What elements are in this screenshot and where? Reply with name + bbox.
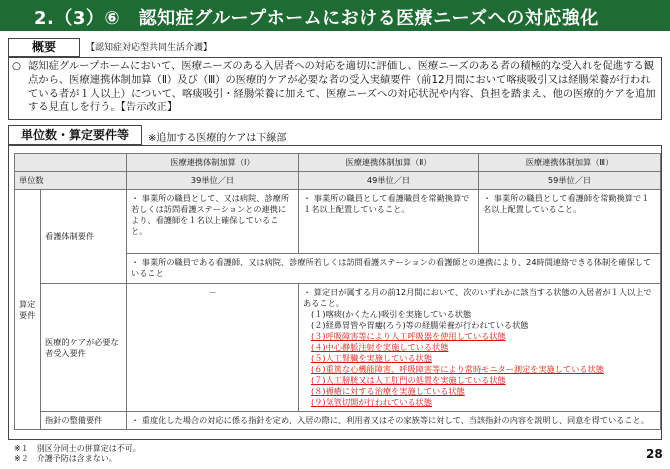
unit-label: 単位数 — [15, 172, 127, 190]
medical-item-added: (９)気管切開が行われている状態 — [311, 397, 433, 407]
medical-item-added: (６)重篤な心機能障害、呼吸障害等により常時モニター測定を実施している状態 — [311, 364, 604, 374]
footnote: ※１ 別区分同士の併算定は不可。 — [14, 444, 141, 453]
medical-list — [303, 309, 656, 408]
table-corner — [15, 154, 127, 172]
col-header-1: 医療連携体制加算（Ⅰ） — [127, 154, 299, 172]
guideline-row — [15, 412, 661, 430]
unit-value-3: 59単位／日 — [479, 172, 661, 190]
medical-item-added: (４)中心静脈注射を実施している状態 — [311, 342, 449, 352]
footnote: ※２ 介護予防は含まない。 — [14, 454, 117, 463]
guideline-label: 指針の整備要件 — [41, 412, 127, 430]
medical-dash: － — [127, 284, 299, 412]
page-number: 28 — [646, 447, 663, 461]
overview-tab: 概要 — [8, 38, 80, 57]
service-label: 【認知症対応型共同生活介護】 — [86, 43, 213, 53]
unit-value-1: 39単位／日 — [127, 172, 299, 190]
table-header-row — [15, 154, 661, 172]
overview-text: 認知症グループホームにおいて、医療ニーズのある入居者への対応を適切に評価し、医療ニーズのある者の積極的な受入れを促進する観点から、医療連携体制加算（Ⅱ）及び（Ⅲ）の医療的ケアが必要な者の受入実績要件（前12月間において喀痰吸引又は経腸栄養が行われている者が１人以上）について、喀痰吸引・経腸栄養に加えて、医療ニーズへの対応状況や内容、負担を踏まえ、他の医療的ケアを追加する見直しを行う。【告示改正】 — [28, 60, 656, 114]
nurse-req-1: ・ 事業所の職員として、又は病院、診療所若しくは訪問看護ステーションとの連携により、看護師を１名以上確保していること。 — [127, 190, 299, 254]
medical-item: (２)経鼻胃管や胃瘻(ろう)等の経腸栄養が行われている状態 — [311, 320, 529, 330]
col-header-2: 医療連携体制加算（Ⅱ） — [299, 154, 479, 172]
medical-intro: ・ 算定日が属する月の前12月間において、次のいずれかに該当する状態の入居者が１人以上であること。 — [303, 287, 652, 308]
medical-label: 医療的ケアが必要な者受入要件 — [41, 284, 127, 412]
medical-item-added: (５)人工腎臓を実施している状態 — [311, 353, 433, 363]
unit-value-2: 49単位／日 — [299, 172, 479, 190]
medical-item-added: (７)人工膀胱又は人工肛門の処置を実施している状態 — [311, 375, 506, 385]
calc-label: 算定要件 — [15, 190, 41, 430]
medical-item-added: (８)褥瘡に対する治療を実施している状態 — [311, 386, 465, 396]
unit-row — [15, 172, 661, 190]
requirements-tab: 単位数・算定要件等 — [8, 125, 142, 145]
medical-requirements — [299, 284, 661, 412]
medical-item: (１)喀痰(かくたん)吸引を実施している状態 — [311, 309, 472, 319]
overview-bullet: ○ — [12, 60, 21, 72]
nurse-label: 看護体制要件 — [41, 190, 127, 284]
guideline-text: ・ 重度化した場合の対応に係る指針を定め、入居の際に、利用者又はその家族等に対して、当該指針の内容を説明し、同意を得ていること。 — [127, 412, 661, 430]
requirements-table — [14, 153, 661, 430]
medical-row — [15, 284, 661, 412]
nurse-row — [15, 190, 661, 254]
requirements-note: ※追加する医療的ケアは下線部 — [148, 133, 287, 144]
nurse-req-all: ・ 事業所の職員である看護師、又は病院、診療所若しくは訪問看護ステーションの看護師との連携により、24時間連絡できる体制を確保していること — [127, 254, 661, 284]
medical-item-added: (３)呼吸障害等により人工呼吸器を使用している状態 — [311, 331, 506, 341]
nurse-req-3: ・ 事業所の職員として看護師を常勤換算で１名以上配置していること。 — [479, 190, 661, 254]
col-header-3: 医療連携体制加算（Ⅲ） — [479, 154, 661, 172]
nurse-req-2: ・ 事業所の職員として看護職員を常勤換算で１名以上配置していること。 — [299, 190, 479, 254]
page-title: 2.（3）⑥ 認知症グループホームにおける医療ニーズへの対応強化 — [34, 8, 599, 29]
footnotes — [14, 444, 141, 464]
